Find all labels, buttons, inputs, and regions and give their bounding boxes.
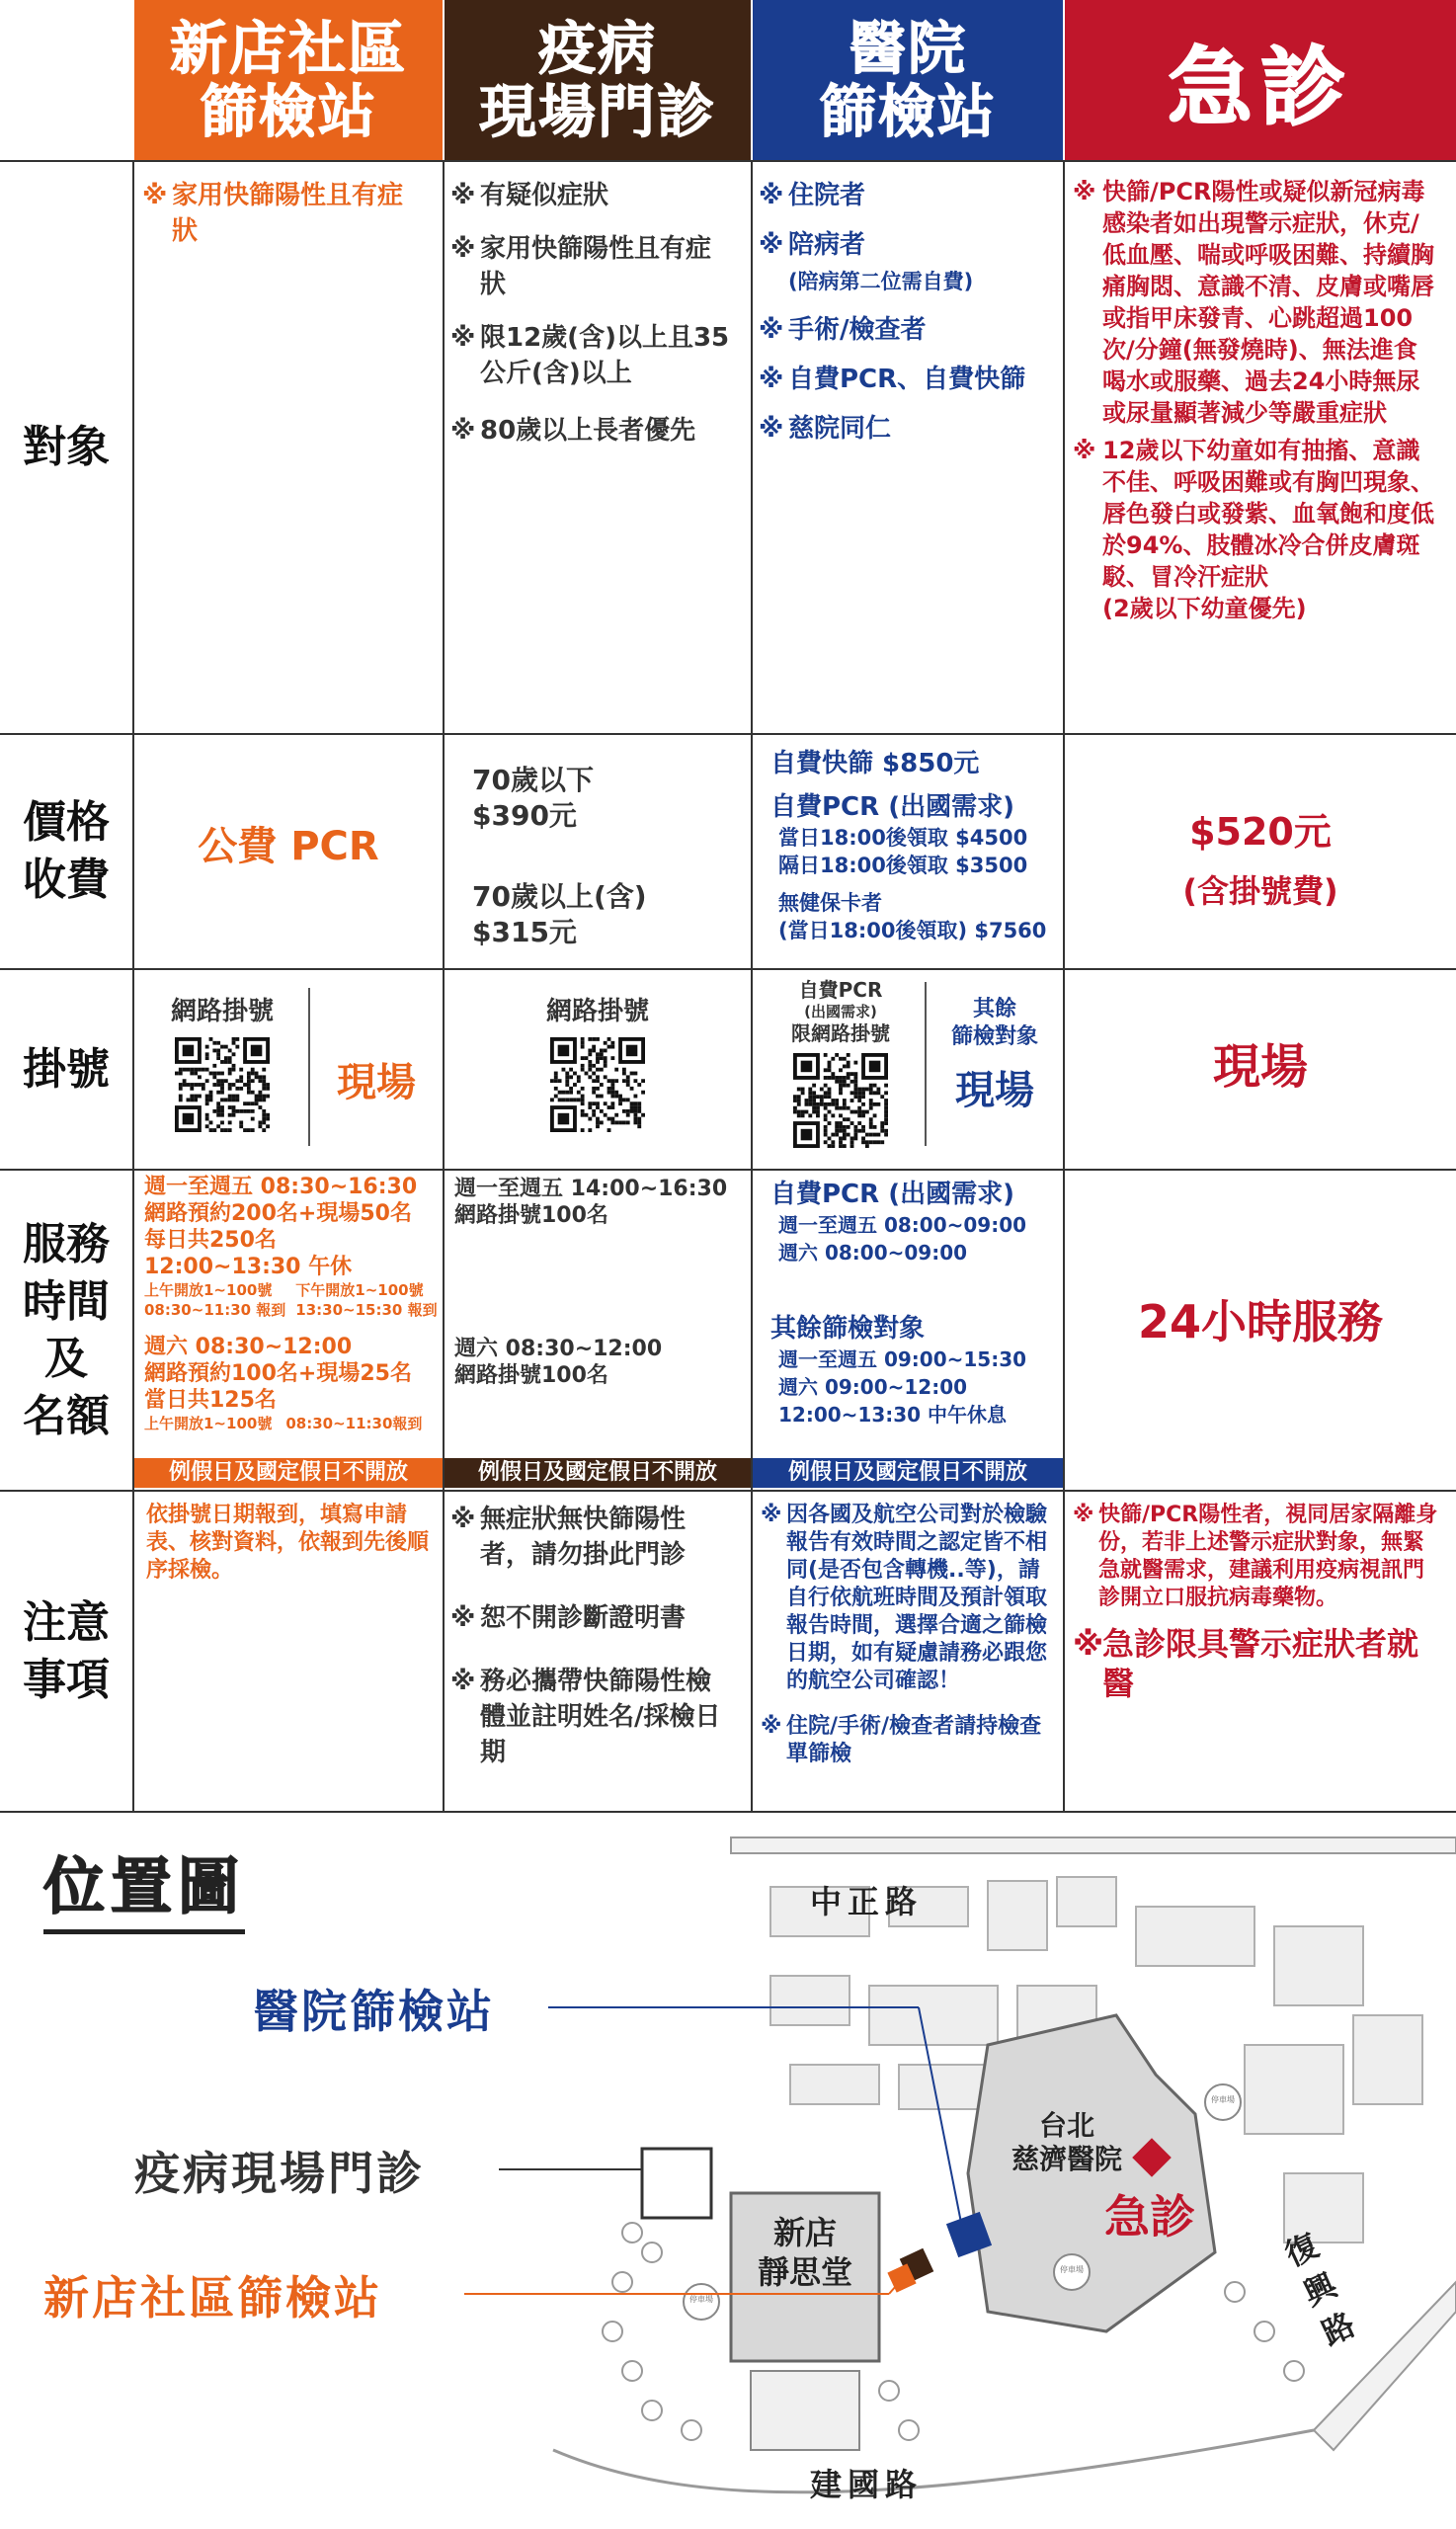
row-label-price: 價格 收費 [23, 797, 110, 905]
register-emergency: 現場 [1212, 1039, 1308, 1095]
holiday-bar-hospital: 例假日及國定假日不開放 [753, 1458, 1063, 1488]
header-emergency: 急診 [1065, 0, 1456, 160]
notes-emergency: ※ 快篩/PCR陽性者，視同居家隔離身份，若非上述警示症狀對象，無緊急就醫需求，建議利用疫病視訊門診開立口服抗病毒藥物。 ※急診限具警示症狀者就醫 [1073, 1503, 1438, 1702]
map-label-community-station: 新店社區篩檢站 [43, 2271, 382, 2325]
header-community-station: 新店社區 篩檢站 [134, 0, 443, 160]
notes-community: 依掛號日期報到，填寫申請表、核對資料，依報到先後順序採檢。 [146, 1503, 430, 1583]
road-south: 建國路 [810, 2466, 924, 2503]
road-north: 中正路 [810, 1883, 924, 1920]
target-hospital: ※ 住院者 ※ 陪病者 (陪病第二位需自費) ※ 手術/檢查者 ※ 自費PCR、自費快篩 ※ 慈院同仁 [759, 181, 1026, 444]
online-register-label: 網路掛號 [170, 997, 274, 1026]
parking-label: 停車場 [689, 2295, 713, 2304]
service-hospital: 自費PCR (出國需求) 週一至週五 08:00~09:00 週六 08:00~09:00 其餘篩檢對象 週一至週五 09:00~15:30 週六 09:00~12:00 12:00~13:30 中午休息 [770, 1180, 1027, 1427]
row-label-notes: 注意 事項 [23, 1596, 110, 1705]
price-emergency: $520元 (含掛號費) [1182, 810, 1338, 910]
map-label-clinic: 疫病現場門診 [134, 2147, 425, 2200]
target-clinic: ※ 有疑似症狀 ※ 家用快篩陽性且有症狀 ※ 限12歲(含)以上且35公斤(含)以上 ※ 80歲以上長者優先 [450, 181, 730, 446]
price-hospital: 自費快篩 $850元 自費PCR (出國需求) 當日18:00後領取 $4500 隔日18:00後領取 $3500 無健保卡者 (當日18:00後領取) $7560 [770, 749, 1047, 942]
holiday-bar-clinic: 例假日及國定假日不開放 [445, 1458, 751, 1488]
row-label-target: 對象 [23, 422, 110, 472]
building-hospital: 台北 慈濟醫院 [1011, 2109, 1122, 2175]
register-community-onsite: 現場 [337, 1060, 416, 1105]
qr-code-icon[interactable] [175, 1037, 270, 1132]
target-community: ※ 家用快篩陽性且有症狀 [142, 181, 404, 246]
map-label-hospital-station: 醫院篩檢站 [253, 1985, 495, 2038]
service-emergency: 24小時服務 [1137, 1295, 1383, 1348]
notes-clinic: ※ 無症狀無快篩陽性者，請勿掛此門診 ※ 恕不開診斷證明書 ※ 務必攜帶快篩陽性檢體並註明姓名/採檢日期 [450, 1505, 721, 1767]
online-register-label: 網路掛號 [545, 997, 649, 1026]
register-hospital-pcr: 自費PCR (出國需求) 限網路掛號 [767, 978, 915, 1153]
qr-code-icon[interactable] [550, 1037, 645, 1132]
price-community: 公費 PCR [198, 824, 379, 869]
header-clinic: 疫病 現場門診 [445, 0, 751, 160]
row-label-register: 掛號 [23, 1043, 110, 1095]
row-label-service: 服務 時間 及 名額 [23, 1218, 110, 1441]
building-hall: 新店 靜思堂 [757, 2214, 852, 2291]
road-east: 復 興 路 [1279, 2224, 1366, 2353]
map-title: 位置圖 [43, 1837, 245, 1934]
header-hospital-station: 醫院 篩檢站 [753, 0, 1063, 160]
service-clinic: 週一至週五 14:00~16:30 網路掛號100名 週六 08:30~12:00 網路掛號100名 [454, 1177, 728, 1388]
notes-hospital: ※ 因各國及航空公司對於檢驗報告有效時間之認定皆不相同(是否包含轉機..等)，請自行依航班時間及預計領取報告時間，選擇合適之篩檢日期，如有疑慮請務必跟您的航空公司確認！ ※ 住院/手術/檢查者請持檢查單篩檢 [761, 1503, 1048, 1766]
location-map [0, 1818, 1456, 2529]
parking-label: 停車場 [1060, 2265, 1084, 2274]
holiday-bar-community: 例假日及國定假日不開放 [134, 1458, 443, 1488]
register-hospital-other: 其餘 篩檢對象 現場 [950, 997, 1038, 1113]
price-clinic: 70歲以下 $390元 70歲以上(含) $315元 [472, 764, 647, 948]
register-clinic-online [445, 994, 751, 1142]
building-er: 急診 [1104, 2190, 1195, 2243]
parking-label: 停車場 [1211, 2095, 1235, 2104]
register-community-online [148, 994, 296, 1142]
service-community: 週一至週五 08:30~16:30 網路預約200名+現場50名 每日共250名 12:00~13:30 午休 上午開放1~100號 08:30~11:30 報到 下午開放1~100號 13:30~15:30 報到 週六 08:30~12:00 網路預約100名+現場25名 當日共125名 上午開放1~100號 08:30~11:30報到 [144, 1175, 438, 1432]
qr-code-icon[interactable] [793, 1053, 888, 1148]
target-emergency: ※ 快篩/PCR陽性或疑似新冠病毒感染者如出現警示症狀，休克/低血壓、喘或呼吸困難、持續胸痛胸悶、意識不清、皮膚或嘴唇或指甲床發青、心跳超過100次/分鐘(無發燒時)、無法進食喝水或服藥、過去24小時無尿或尿量顯著減少等嚴重症狀 ※ 12歲以下幼童如有抽搐、意識不佳、呼吸困難或有胸凹現象、唇色發白或發紫、血氧飽和度低於94%、肢體冰冷合併皮膚斑駁、冒冷汗症狀 (2歲以下幼童優先) [1073, 178, 1434, 622]
